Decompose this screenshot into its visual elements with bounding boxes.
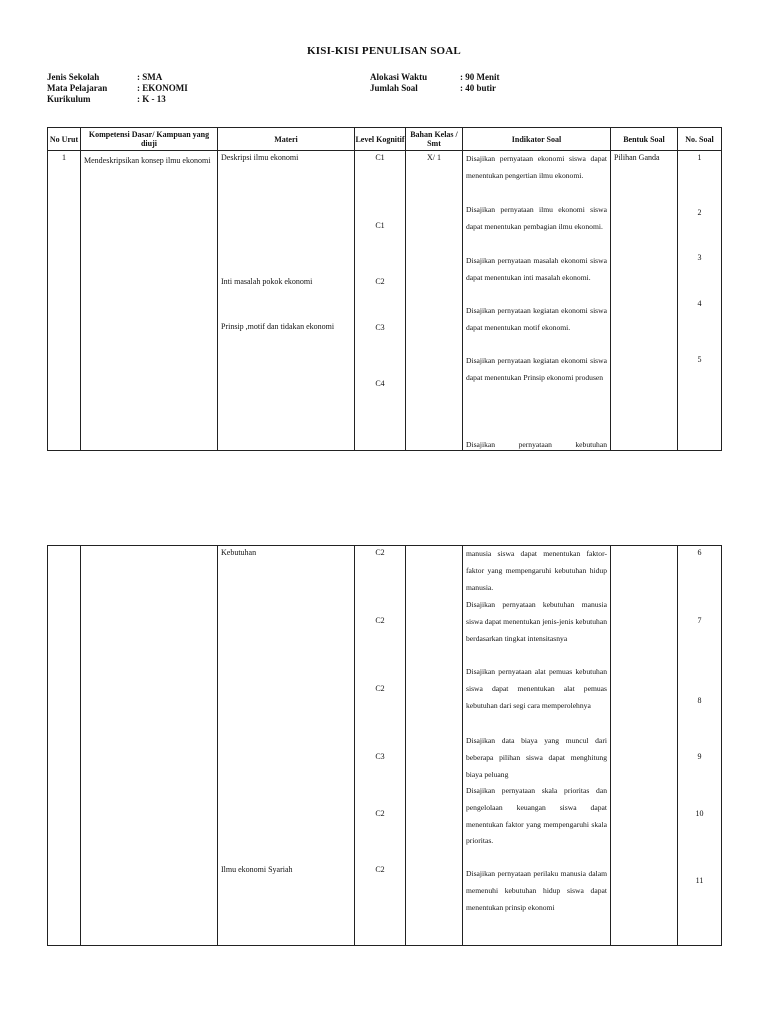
no-soal-cell: 4	[697, 299, 702, 308]
no-soal-cell: 11	[695, 876, 704, 885]
table-header-row	[48, 128, 722, 151]
header-materi: Materi	[218, 128, 355, 151]
no-soal-cell: 10	[695, 809, 704, 818]
kisi-table-page-2	[47, 545, 722, 946]
level-cell: C4	[375, 379, 385, 388]
no-soal-cell: 6	[697, 548, 702, 557]
header-bentuk-soal: Bentuk Soal	[611, 128, 678, 151]
kompetensi-dasar-cell: Mendeskripsikan konsep ilmu ekonomi	[84, 156, 211, 165]
indikator-item: Disajikan pernyataan kebutuhan manusia siswa dapat menentukan jenis-jenis kebutuhan berdasarkan tingkat intensitasnya	[466, 600, 607, 643]
indikator-item: manusia siswa dapat menentukan faktor-faktor yang mempengaruhi kebutuhan hidup manusia.	[466, 549, 607, 592]
header-level-kognitif: Level Kognitif	[355, 128, 406, 151]
meta-value-mata-pelajaran: : EKONOMI	[137, 83, 188, 93]
no-soal-cell: 7	[697, 616, 702, 625]
indikator-item: Disajikan pernyataan ekonomi siswa dapat menentukan pengertian ilmu ekonomi.	[466, 154, 607, 180]
level-cell: C1	[375, 221, 385, 230]
no-urut-cell: 1	[62, 153, 66, 162]
no-soal-cell: 9	[697, 752, 702, 761]
level-cell: C3	[375, 752, 385, 761]
no-soal-cell: 2	[697, 208, 702, 217]
indikator-item: Disajikan pernyataan ilmu ekonomi siswa dapat menentukan pembagian ilmu ekonomi.	[466, 205, 607, 231]
header-no-urut: No Urut	[48, 128, 81, 151]
indikator-item: Disajikan pernyataan alat pemuas kebutuhan siswa dapat menentukan alat pemuas kebutuhan dari segi cara memperolehnya	[466, 667, 607, 710]
kisi-table-page-1	[47, 127, 722, 451]
indikator-item: Disajikan pernyataan kegiatan ekonomi siswa dapat menentukan Prinsip ekonomi produsen	[466, 356, 607, 382]
meta-value-kurikulum: : K - 13	[137, 94, 166, 104]
header-indikator-soal: Indikator Soal	[463, 128, 611, 151]
level-cell: C2	[375, 865, 385, 874]
document-title: KISI-KISI PENULISAN SOAL	[307, 45, 461, 57]
header-bahan-kelas: Bahan Kelas / Smt	[406, 128, 463, 151]
level-cell: C2	[375, 809, 385, 818]
no-soal-cell: 1	[697, 153, 702, 162]
level-cell: C2	[375, 277, 385, 286]
meta-label-kurikulum: Kurikulum	[47, 94, 91, 104]
meta-label-mata-pelajaran: Mata Pelajaran	[47, 83, 108, 93]
header-no-soal: No. Soal	[678, 128, 722, 151]
meta-right	[370, 72, 570, 94]
meta-left	[47, 72, 247, 105]
materi-item: Prinsip ,motif dan tidakan ekonomi	[221, 322, 335, 331]
level-cell: C3	[375, 323, 385, 332]
level-cell: C2	[375, 616, 385, 625]
meta-label-alokasi-waktu: Alokasi Waktu	[370, 72, 428, 82]
no-soal-cell: 8	[697, 696, 702, 705]
indikator-item: Disajikan pernyataan kebutuhan	[466, 440, 607, 449]
indikator-item: Disajikan pernyataan masalah ekonomi siswa dapat menentukan inti masalah ekonomi.	[466, 256, 607, 282]
no-soal-cell: 5	[697, 355, 702, 364]
level-cell: C1	[375, 153, 385, 162]
header-kompetensi-dasar: Kompetensi Dasar/ Kampuan yang diuji	[81, 128, 218, 151]
table-row	[48, 546, 722, 946]
level-cell: C2	[375, 548, 385, 557]
materi-item: Kebutuhan	[221, 548, 257, 557]
meta-label-jumlah-soal: Jumlah Soal	[370, 83, 418, 93]
meta-value-jumlah-soal: : 40 butir	[460, 83, 496, 93]
indikator-item: Disajikan pernyataan kegiatan ekonomi siswa dapat menentukan motif ekonomi.	[466, 306, 607, 332]
no-soal-cell: 3	[697, 253, 702, 262]
indikator-item: Disajikan pernyataan skala prioritas dan pengelolaan keuangan siswa dapat menentukan faktor yang mempengaruhi skala prioritas.	[466, 786, 607, 846]
indikator-item: Disajikan data biaya yang muncul dari beberapa pilihan siswa dapat menghitung biaya peluang	[466, 736, 607, 779]
materi-item: Inti masalah pokok ekonomi	[221, 277, 313, 286]
level-cell: C2	[375, 684, 385, 693]
meta-label-jenis-sekolah: Jenis Sekolah	[47, 72, 100, 82]
materi-item: Deskripsi ilmu ekonomi	[221, 153, 299, 162]
table-row	[48, 151, 722, 451]
materi-item: Ilmu ekonomi Syariah	[221, 865, 293, 874]
bahan-kelas-cell: X/ 1	[427, 153, 441, 162]
bentuk-soal-cell: Pilihan Ganda	[614, 153, 660, 162]
indikator-item: Disajikan pernyataan perilaku manusia dalam memenuhi kebutuhan hidup siswa dapat menentukan prinsip ekonomi	[466, 869, 607, 912]
meta-value-jenis-sekolah: : SMA	[137, 72, 163, 82]
meta-value-alokasi-waktu: : 90 Menit	[460, 72, 500, 82]
